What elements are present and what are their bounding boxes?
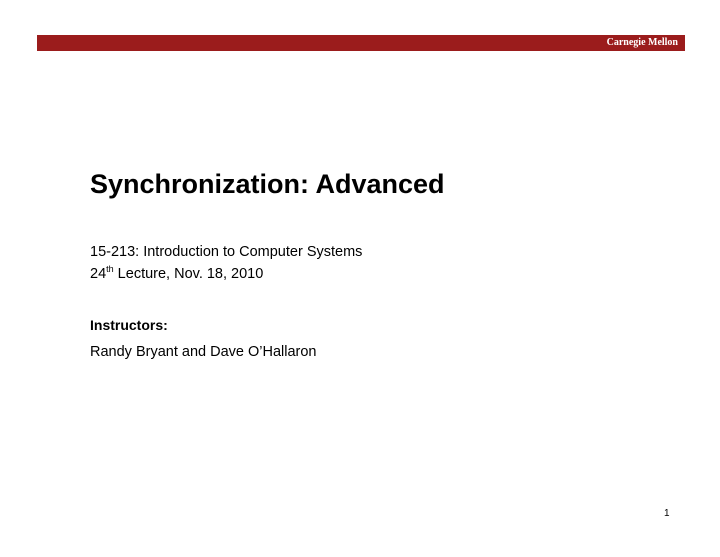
lecture-line xyxy=(90,265,263,284)
course-line: 15-213: Introduction to Computer Systems xyxy=(90,244,363,260)
instructors-names: Randy Bryant and Dave O’Hallaron xyxy=(90,344,317,360)
lecture-date: Lecture, Nov. 18, 2010 xyxy=(113,266,264,282)
page-number: 1 xyxy=(664,508,670,519)
brand-label: Carnegie Mellon xyxy=(606,37,678,48)
lecture-number: 24 xyxy=(90,266,107,282)
instructors-label: Instructors: xyxy=(90,317,168,333)
slide-title: Synchronization: Advanced xyxy=(90,169,445,199)
header-bar xyxy=(37,35,685,51)
lecture-ordinal-suffix: th xyxy=(106,264,114,274)
